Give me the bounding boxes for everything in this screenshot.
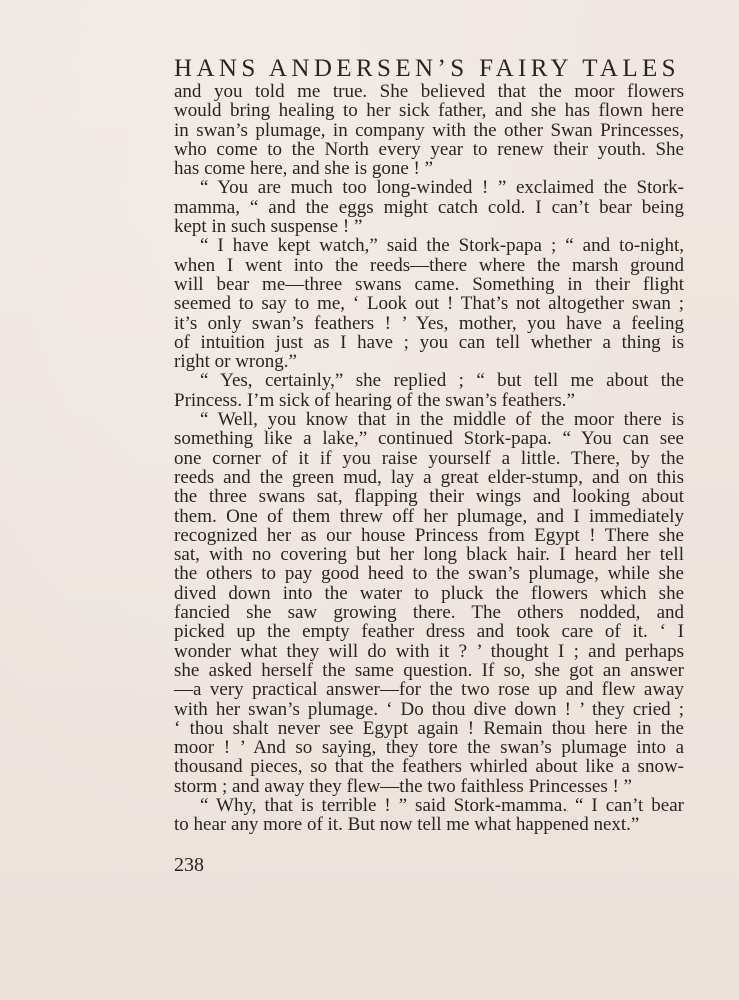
text-line: seemed to say to me, ‘ Look out ! That’s not altogether swan ;	[174, 293, 684, 315]
text-line: she asked herself the same question. If so, she got an answer	[174, 659, 684, 681]
text-line: “ Well, you know that in the middle of the moor there is	[200, 409, 684, 431]
text-line: the three swans sat, flapping their wings and looking about	[174, 486, 684, 508]
text-line: who come to the North every year to renew their youth. She	[174, 138, 684, 160]
running-head: HANS ANDERSEN’S FAIRY TALES	[174, 55, 680, 82]
text-line: to hear any more of it. But now tell me what happened next.”	[174, 814, 640, 836]
text-line: the others to pay good heed to the swan’s plumage, while she	[174, 563, 684, 585]
text-line: it’s only swan’s feathers ! ’ Yes, mother, you have a feeling	[174, 312, 684, 334]
text-line: when I went into the reeds—there where the marsh ground	[174, 254, 684, 276]
text-line: will bear me—three swans came. Something in their flight	[174, 273, 684, 295]
text-line: —a very practical answer—for the two rose up and flew away	[174, 679, 684, 701]
text-line: of intuition just as I have ; you can tell whether a thing is	[174, 331, 684, 353]
text-line: kept in such suspense ! ”	[174, 216, 363, 238]
text-line: would bring healing to her sick father, and she has flown here	[174, 100, 684, 122]
text-line: Princess. I’m sick of hearing of the swan’s feathers.”	[174, 389, 575, 411]
text-line: one corner of it if you raise yourself a little. There, by the	[174, 447, 684, 469]
text-line: picked up the empty feather dress and took care of it. ‘ I	[174, 621, 684, 643]
text-line: them. One of them threw off her plumage, and I immediately	[174, 505, 684, 527]
text-line: moor ! ’ And so saying, they tore the swan’s plumage into a	[174, 737, 684, 759]
text-line: reeds and the green mud, lay a great elder-stump, and on this	[174, 466, 684, 488]
text-line: mamma, “ and the eggs might catch cold. I can’t bear being	[174, 196, 684, 218]
text-line: in swan’s plumage, in company with the other Swan Princesses,	[174, 119, 684, 141]
text-line: right or wrong.”	[174, 351, 297, 373]
page-number: 238	[174, 854, 204, 876]
text-line: ‘ thou shalt never see Egypt again ! Remain thou here in the	[174, 717, 684, 739]
text-line: thousand pieces, so that the feathers whirled about like a snow-	[174, 756, 684, 778]
body-text	[174, 82, 684, 835]
text-line: “ You are much too long-winded ! ” exclaimed the Stork-	[200, 177, 684, 199]
text-line: “ I have kept watch,” said the Stork-papa ; “ and to-night,	[200, 235, 684, 257]
text-line: dived down into the water to pluck the flowers which she	[174, 582, 684, 604]
text-line: something like a lake,” continued Stork-papa. “ You can see	[174, 428, 684, 450]
text-line: wonder what they will do with it ? ’ thought I ; and perhaps	[174, 640, 684, 662]
text-line: “ Yes, certainly,” she replied ; “ but tell me about the	[200, 370, 684, 392]
text-line: and you told me true. She believed that the moor flowers	[174, 81, 684, 102]
text-line: storm ; and away they flew—the two faithless Princesses ! ”	[174, 775, 632, 797]
text-line: sat, with no covering but her long black hair. I heard her tell	[174, 544, 684, 566]
text-line: with her swan’s plumage. ‘ Do thou dive down ! ’ they cried ;	[174, 698, 684, 720]
text-line: fancied she saw growing there. The others nodded, and	[174, 602, 684, 624]
text-line: has come here, and she is gone ! ”	[174, 158, 434, 180]
text-line: recognized her as our house Princess from Egypt ! There she	[174, 524, 684, 546]
text-line: “ Why, that is terrible ! ” said Stork-mamma. “ I can’t bear	[200, 794, 684, 816]
